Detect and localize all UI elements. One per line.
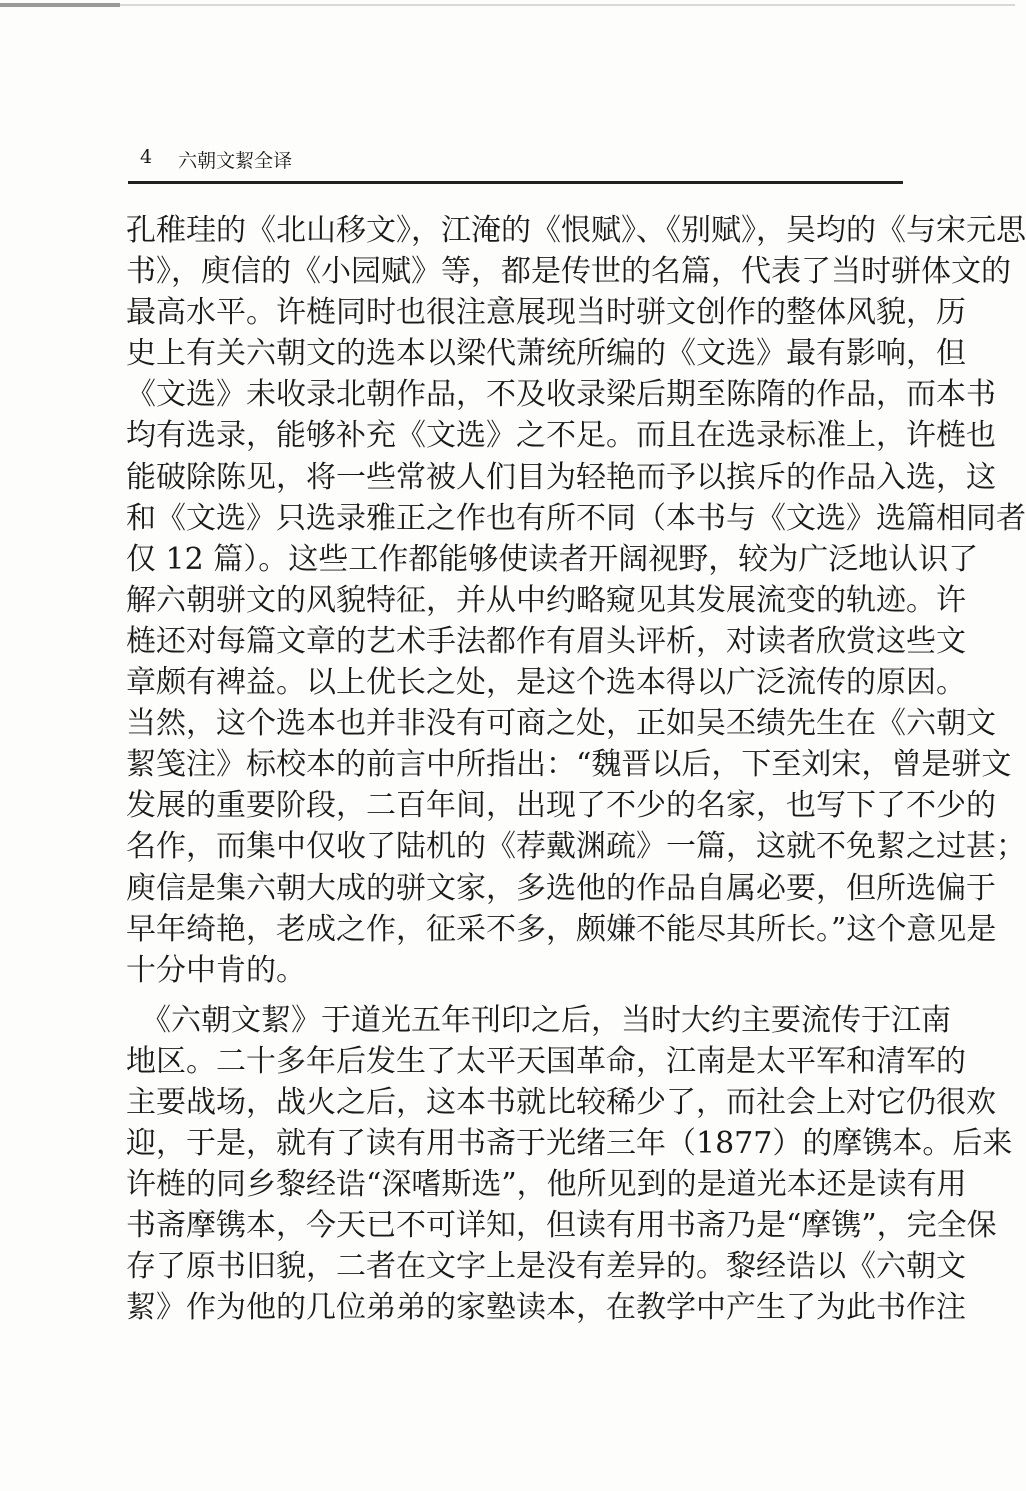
running-header <box>140 146 292 173</box>
text-line: 仅 12 篇）。这些工作都能够使读者开阔视野，较为广泛地认识了 <box>126 541 979 577</box>
text-line: 史上有关六朝文的选本以梁代萧统所编的《文选》最有影响，但 <box>126 336 966 372</box>
scan-edge <box>0 4 1015 6</box>
page-number: 4 <box>140 146 153 168</box>
text-line: 梿还对每篇文章的艺术手法都作有眉头评析，对读者欣赏这些文 <box>126 623 966 659</box>
text-line: 地区。二十多年后发生了太平天国革命，江南是太平军和清军的 <box>126 1043 966 1079</box>
paragraph-1 <box>126 210 1026 991</box>
text-line: 迎，于是，就有了读有用书斋于光绪三年（1877）的摩镌本。后来 <box>126 1126 1013 1162</box>
text-line: 和《文选》只选录雅正之作也有所不同（本书与《文选》选篇相同者 <box>126 500 1026 536</box>
scan-edge-mark <box>0 3 120 7</box>
running-title: 六朝文絜全译 <box>178 150 293 172</box>
text-line: 絜》作为他的几位弟弟的家塾读本，在教学中产生了为此书作注 <box>126 1290 966 1326</box>
text-line: 主要战场，战火之后，这本书就比较稀少了，而社会上对它仍很欢 <box>126 1084 996 1120</box>
header-rule <box>128 181 903 184</box>
text-line: 当然，这个选本也并非没有可商之处，正如吴丕绩先生在《六朝文 <box>126 706 996 742</box>
text-line: 存了原书旧貌，二者在文字上是没有差异的。黎经诰以《六朝文 <box>126 1249 966 1285</box>
page-body <box>126 210 1026 1329</box>
text-line: 书斋摩镌本，今天已不可详知，但读有用书斋乃是“摩镌”，完全保 <box>126 1208 997 1244</box>
text-line: 絜笺注》标校本的前言中所指出：“魏晋以后，下至刘宋，曾是骈文 <box>126 747 1012 783</box>
text-line: 许梿的同乡黎经诰“深嗜斯选”，他所见到的是道光本还是读有用 <box>126 1167 967 1203</box>
text-line: 庾信是集六朝大成的骈文家，多选他的作品自属必要，但所选偏于 <box>126 870 996 906</box>
text-line: 最高水平。许梿同时也很注意展现当时骈文创作的整体风貌，历 <box>126 295 966 331</box>
text-line: 《六朝文絜》于道光五年刊印之后，当时大约主要流传于江南 <box>126 1002 951 1038</box>
text-line: 名作，而集中仅收了陆机的《荐戴渊疏》一篇，这就不免絜之过甚； <box>126 829 1026 865</box>
text-line: 早年绮艳，老成之作，征采不多，颇嫌不能尽其所长。”这个意见是 <box>126 911 997 947</box>
text-line: 孔稚珪的《北山移文》，江淹的《恨赋》、《别赋》，吴均的《与宋元思 <box>126 213 1026 248</box>
text-line: 书》，庾信的《小园赋》等，都是传世的名篇，代表了当时骈体文的 <box>126 254 1011 290</box>
text-line: 《文选》未收录北朝作品，不及收录梁后期至陈隋的作品，而本书 <box>126 377 996 413</box>
text-line: 发展的重要阶段，二百年间，出现了不少的名家，也写下了不少的 <box>126 788 996 824</box>
paragraph-2 <box>126 1000 1013 1329</box>
text-line: 十分中肯的。 <box>126 952 306 988</box>
text-line: 均有选录，能够补充《文选》之不足。而且在选录标准上，许梿也 <box>126 418 996 454</box>
text-line: 章颇有裨益。以上优长之处，是这个选本得以广泛流传的原因。 <box>126 665 966 701</box>
text-line: 能破除陈见，将一些常被人们目为轻艳而予以摈斥的作品入选，这 <box>126 459 996 495</box>
text-line: 解六朝骈文的风貌特征，并从中约略窥见其发展流变的轨迹。许 <box>126 582 966 618</box>
